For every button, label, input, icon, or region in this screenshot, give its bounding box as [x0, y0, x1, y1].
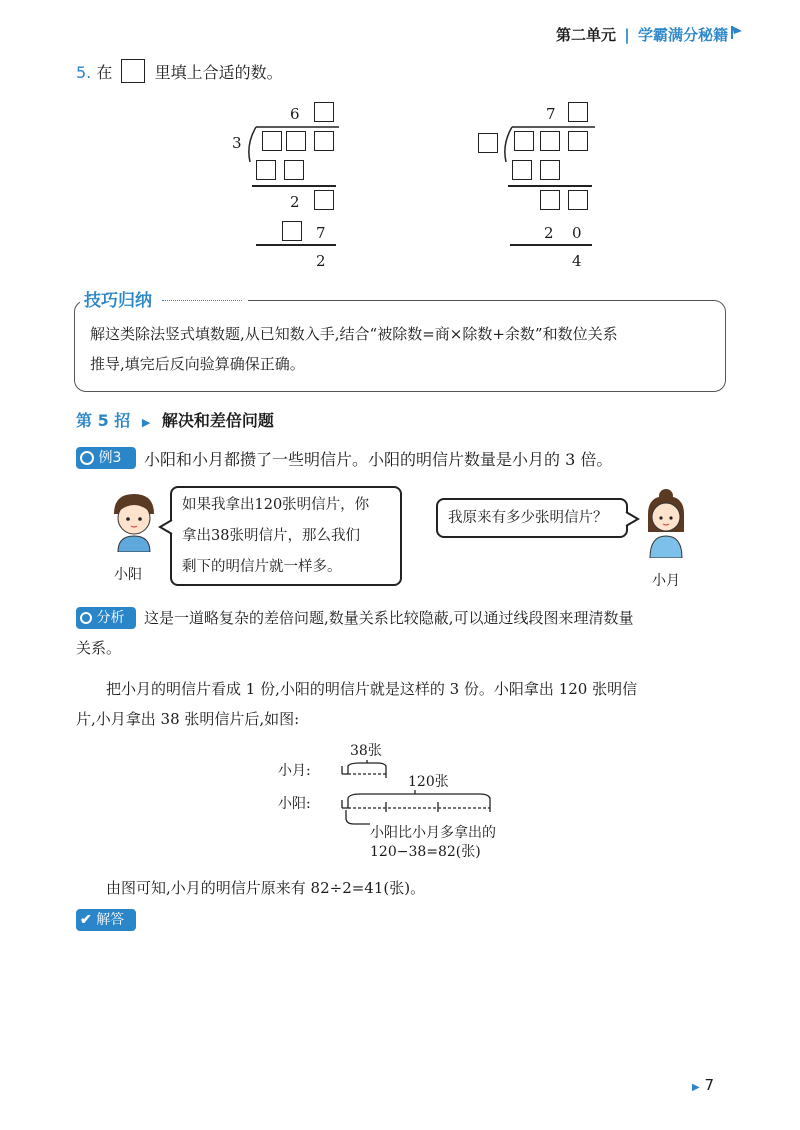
answer-box[interactable] [478, 133, 498, 153]
page-number [692, 1076, 714, 1094]
triangle-icon: ▶ [141, 416, 151, 429]
q5-suffix: 里填上合适的数。 [154, 63, 283, 82]
answer-label: 解答 [96, 912, 125, 928]
moon-label: 小月: [278, 763, 311, 779]
division-line [252, 185, 336, 187]
digit: 7 [316, 224, 326, 242]
division-line [510, 244, 592, 246]
page-header: 第二单元 | 学霸满分秘籍 [556, 26, 728, 44]
unit-label: 第二单元 [556, 26, 617, 44]
answer-box[interactable] [284, 160, 304, 180]
segment-lines [320, 752, 510, 812]
divisor: 3 [232, 134, 242, 152]
question-number: 5. [76, 63, 92, 82]
digit: 0 [572, 224, 582, 242]
digit: 2 [290, 193, 300, 211]
girl-name: 小月 [652, 573, 680, 589]
tip-line: 推导,填完后反向验算确保正确。 [90, 355, 305, 373]
answer-box[interactable] [256, 160, 276, 180]
diagram-note: 小阳比小月多拿出的 [370, 825, 496, 841]
digit: 2 [544, 224, 554, 242]
answer-box[interactable] [282, 221, 302, 241]
analysis-paragraph [76, 674, 726, 734]
answer-box[interactable] [314, 190, 334, 210]
section-heading [76, 408, 274, 431]
example-text: 小阳和小月都攒了一些明信片。小阳的明信片数量是小月的 3 倍。 [144, 450, 613, 469]
answer-box[interactable] [540, 160, 560, 180]
boy-illustration [108, 490, 160, 552]
division-line [256, 244, 336, 246]
conclusion-text: 由图可知,小月的明信片原来有 82÷2=41(张)。 [106, 879, 426, 897]
answer-box[interactable] [568, 131, 588, 151]
bubble-line: 如果我拿出120张明信片，你 [182, 497, 370, 513]
example-tag [76, 447, 136, 469]
brace-38-label: 38张 [350, 743, 382, 759]
diagram-formula: 120−38=82(张) [370, 844, 481, 860]
analysis-text [76, 603, 726, 663]
series-label: 学霸满分秘籍 [637, 26, 728, 44]
page-number-text: 7 [704, 1076, 715, 1094]
checkmark-icon: ✔ [80, 912, 92, 928]
answer-box[interactable] [512, 160, 532, 180]
bubble-line: 拿出38张明信片，那么我们 [182, 528, 360, 544]
remainder: 4 [572, 252, 582, 270]
q5-instruction [76, 58, 283, 88]
section-label: 第 5 招 [76, 411, 131, 430]
tip-line: 解这类除法竖式填数题,从已知数入手,结合“被除数=商×除数+余数”和数位关系 [90, 325, 618, 343]
tip-title [80, 286, 248, 311]
page-arrow-icon: ▶ [692, 1082, 700, 1093]
tip-title-text: 技巧归纳 [84, 291, 152, 311]
girl-illustration [640, 486, 692, 558]
analysis-label: 分析 [96, 610, 125, 626]
answer-box[interactable] [514, 131, 534, 151]
answer-box[interactable] [540, 190, 560, 210]
analysis-line: 这是一道略复杂的差倍问题,数量关系比较隐蔽,可以通过线段图来理清数量 [144, 609, 634, 627]
answer-box[interactable] [540, 131, 560, 151]
example-label: 例3 [98, 450, 122, 466]
division-line [508, 185, 592, 187]
answer-box[interactable] [314, 102, 334, 122]
quotient-digit: 6 [290, 105, 300, 123]
girl-speech-bubble [436, 498, 628, 538]
analysis-line: 片,小月拿出 38 张明信片后,如图: [76, 710, 300, 728]
tip-body [90, 319, 720, 379]
brace-120-label: 120张 [408, 774, 449, 790]
answer-box-icon [121, 59, 145, 83]
answer-box[interactable] [568, 102, 588, 122]
bubble-line: 我原来有多少张明信片？ [448, 510, 608, 526]
analysis-line: 把小月的明信片看成 1 份,小阳的明信片就是这样的 3 份。小阳拿出 120 张明信 [106, 680, 638, 698]
bubble-line: 剩下的明信片就一样多。 [182, 559, 342, 575]
answer-box[interactable] [314, 131, 334, 151]
boy-name: 小阳 [114, 567, 142, 583]
header-flag-icon [730, 24, 744, 40]
answer-box[interactable] [262, 131, 282, 151]
boy-speech-bubble [170, 486, 402, 586]
analysis-line: 关系。 [76, 639, 122, 657]
answer-tag [76, 909, 136, 931]
sun-label: 小阳: [278, 796, 311, 812]
q5-prefix: 在 [96, 63, 113, 82]
answer-box[interactable] [286, 131, 306, 151]
quotient-digit: 7 [546, 105, 556, 123]
bubble-tail [158, 518, 174, 536]
answer-box[interactable] [568, 190, 588, 210]
section-title: 解决和差倍问题 [161, 411, 274, 430]
remainder: 2 [316, 252, 326, 270]
example-icon [80, 451, 94, 465]
bubble-tail [624, 510, 640, 528]
